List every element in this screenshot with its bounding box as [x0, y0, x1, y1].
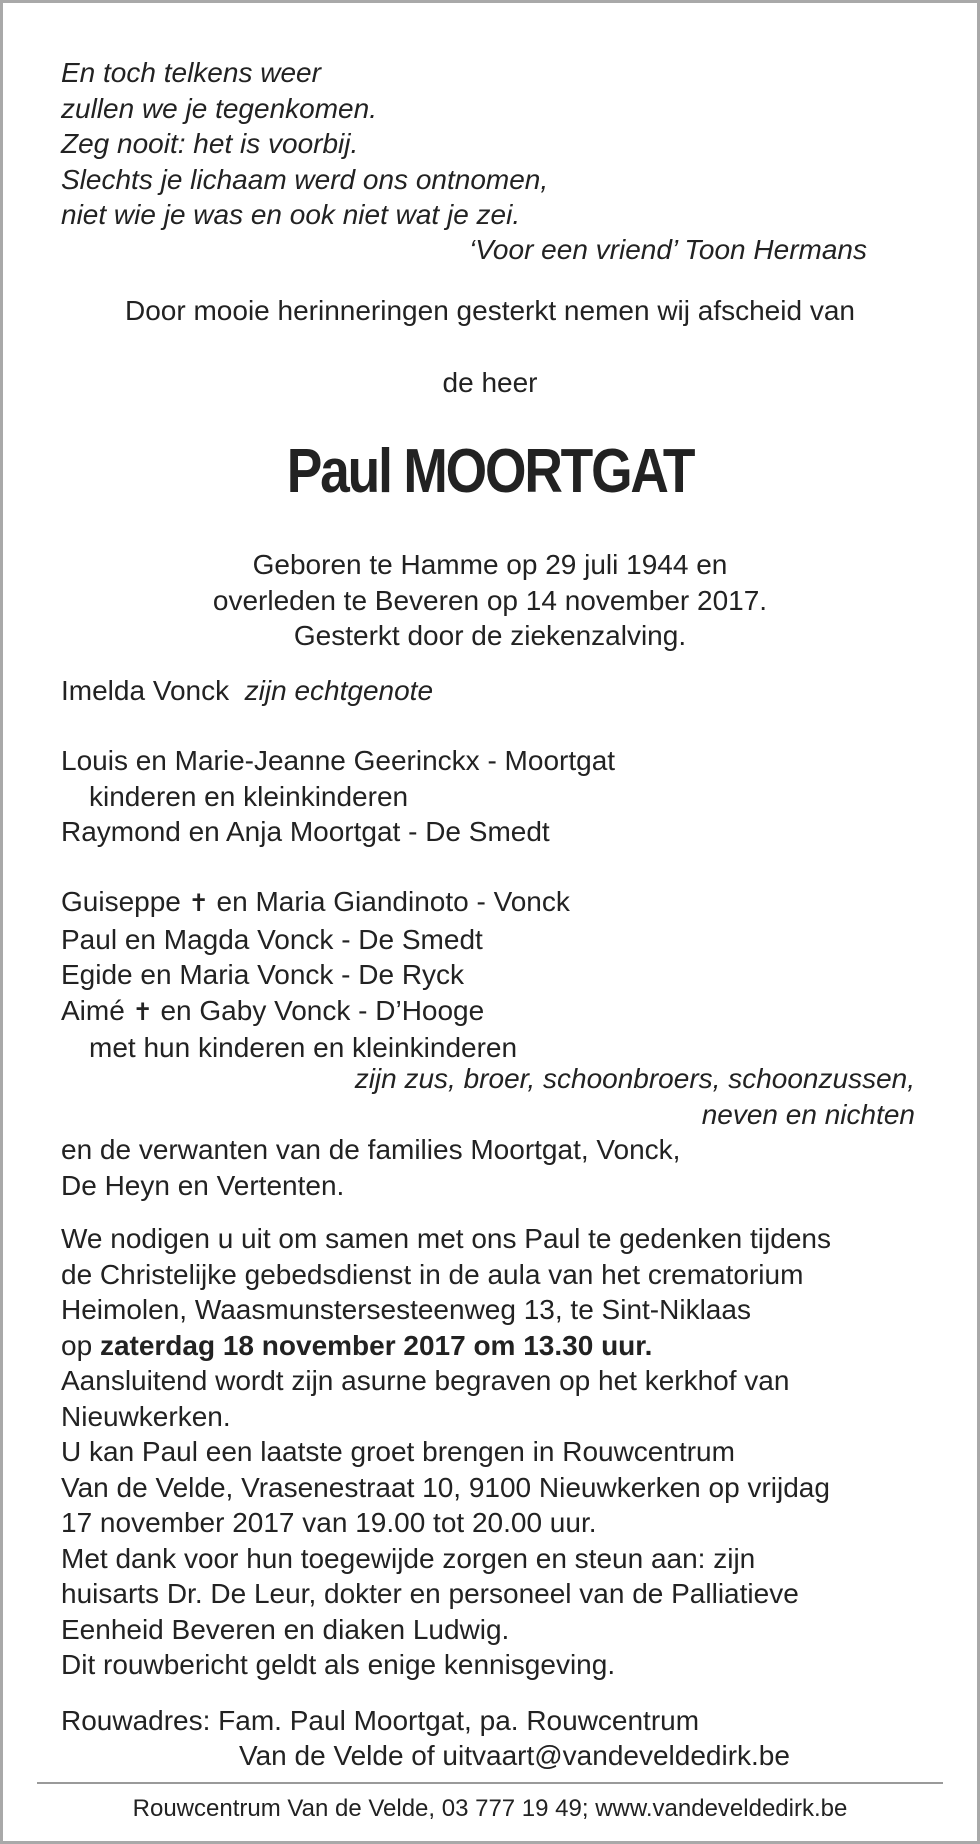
service-line: Met dank voor hun toegewijde zorgen en steun aan: zijn: [61, 1542, 756, 1574]
child-family: Louis en Marie-Jeanne Geerinckx - Moortgat: [61, 745, 616, 776]
birth-line: Geboren te Hamme op 29 juli 1944 en: [252, 549, 728, 580]
deceased-name: Paul MOORTGAT: [286, 437, 694, 506]
siblings-block: [61, 884, 570, 1066]
service-date-line: [61, 1328, 831, 1364]
salutation: de heer: [442, 367, 538, 398]
cross-icon: ✝: [188, 890, 209, 917]
spouse-name: Imelda Vonck: [61, 675, 230, 706]
poem-line: Slechts je lichaam werd ons ontnomen,: [61, 163, 549, 195]
spouse-relation: zijn echtgenote: [244, 675, 434, 706]
families-line: De Heyn en Vertenten.: [61, 1169, 345, 1201]
sibling-name: Guiseppe: [61, 886, 181, 917]
sibling-family: Egide en Maria Vonck - De Ryck: [61, 959, 465, 990]
service-block: [61, 1221, 831, 1683]
children-relation: kinderen en kleinkinderen: [89, 780, 409, 812]
child-family: Raymond en Anja Moortgat - De Smedt: [61, 816, 550, 847]
families-block: [61, 1132, 680, 1203]
service-date: zaterdag 18 november 2017 om 13.30 uur.: [99, 1329, 653, 1361]
service-line: 17 november 2017 van 19.00 tot 20.00 uur.: [61, 1507, 597, 1538]
service-line: Eenheid Beveren en diaken Ludwig.: [61, 1613, 510, 1645]
intro-text: Door mooie herinneringen gesterkt nemen wij afscheid van: [125, 295, 855, 326]
poem-line: En toch telkens weer: [61, 57, 321, 88]
sacrament-line: Gesterkt door de ziekenzalving.: [293, 620, 687, 651]
service-date-prefix: op: [61, 1329, 93, 1361]
service-line: Van de Velde, Vrasenestraat 10, 9100 Nieuwkerken op vrijdag: [61, 1471, 830, 1503]
service-line: huisarts Dr. De Leur, dokter en personeel van de Palliatieve: [61, 1578, 799, 1609]
families-line: en de verwanten van de families Moortgat, Vonck,: [61, 1134, 681, 1165]
service-line: Dit rouwbericht geldt als enige kennisgeving.: [61, 1649, 616, 1680]
siblings-descendants: met hun kinderen en kleinkinderen: [89, 1032, 518, 1063]
poem-line: niet wie je was en ook niet wat je zei.: [61, 199, 521, 230]
death-line: overleden te Beveren op 14 november 2017.: [212, 584, 768, 616]
service-line: Heimolen, Waasmunstersesteenweg 13, te Sint-Niklaas: [61, 1294, 751, 1325]
cross-icon: ✝: [132, 998, 153, 1026]
children-block: [61, 743, 615, 850]
address-line: Van de Velde of uitvaart@vandeveldedirk.be: [239, 1740, 790, 1771]
poem-line: Zeg nooit: het is voorbij.: [61, 128, 359, 159]
footer-divider: [37, 1782, 943, 1784]
relation-line: neven en nichten: [701, 1098, 915, 1130]
birth-death-info: [3, 547, 977, 654]
sibling-name: Aimé: [61, 994, 125, 1026]
sibling-partner: en Gaby Vonck - D’Hooge: [160, 994, 485, 1026]
service-line: Aansluitend wordt zijn asurne begraven op het kerkhof van: [61, 1365, 790, 1396]
sibling-partner: en Maria Giandinoto - Vonck: [216, 886, 570, 917]
service-line: We nodigen u uit om samen met ons Paul te gedenken tijdens: [61, 1223, 831, 1254]
service-line: U kan Paul een laatste groet brengen in Rouwcentrum: [61, 1436, 735, 1467]
address-line: Rouwadres: Fam. Paul Moortgat, pa. Rouwcentrum: [61, 1705, 700, 1736]
poem-attribution: ‘Voor een vriend’ Toon Hermans: [469, 234, 867, 265]
relation-line: zijn zus, broer, schoonbroers, schoonzussen,: [354, 1063, 915, 1094]
poem-line: zullen we je tegenkomen.: [61, 92, 377, 124]
sibling-family: [61, 993, 570, 1031]
service-line: de Christelijke gebedsdienst in de aula van het crematorium: [61, 1258, 804, 1290]
poem: [61, 55, 548, 233]
spouse-line: [61, 673, 433, 709]
footer-contact: Rouwcentrum Van de Velde, 03 777 19 49; www.vandeveldedirk.be: [132, 1795, 848, 1822]
sibling-family: [61, 884, 570, 922]
sibling-family: Paul en Magda Vonck - De Smedt: [61, 923, 483, 955]
siblings-relation: [355, 1061, 915, 1132]
service-line: Nieuwkerken.: [61, 1400, 231, 1432]
